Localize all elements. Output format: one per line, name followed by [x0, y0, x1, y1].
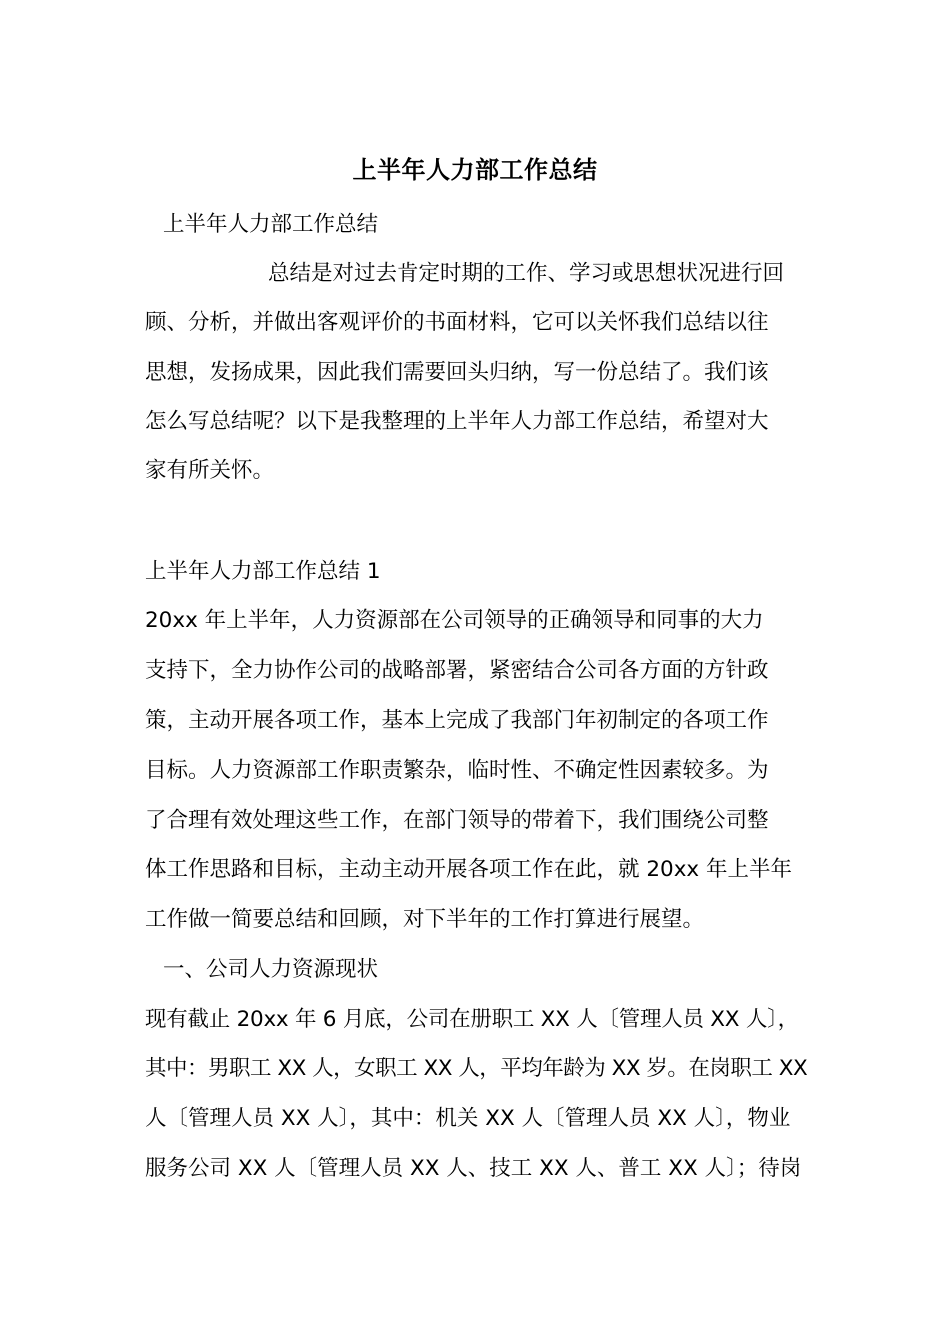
body-line: 目标。人力资源部工作职责繁杂，临时性、不确定性因素较多。为: [145, 758, 769, 783]
body-line: 工作做一简要总结和回顾，对下半年的工作打算进行展望。: [145, 907, 705, 932]
intro-line: 思想，发扬成果，因此我们需要回头归纳，写一份总结了。我们该: [145, 360, 769, 385]
body-line: 策，主动开展各项工作，基本上完成了我部门年初制定的各项工作: [145, 708, 769, 733]
document-subtitle: 上半年人力部工作总结: [163, 212, 379, 237]
document-title: 上半年人力部工作总结: [352, 156, 598, 184]
body-line: 现有截止 20xx 年 6 月底，公司在册职工 XX 人〔管理人员 XX 人〕，: [145, 1007, 799, 1032]
body-line: 了合理有效处理这些工作，在部门领导的带着下，我们围绕公司整: [145, 808, 769, 833]
body-line: 其中：男职工 XX 人，女职工 XX 人，平均年龄为 XX 岁。在岗职工 XX: [145, 1056, 808, 1081]
subheading: 一、公司人力资源现状: [163, 957, 379, 982]
body-line: 体工作思路和目标，主动主动开展各项工作在此，就 20xx 年上半年: [145, 857, 792, 882]
body-line: 20xx 年上半年，人力资源部在公司领导的正确领导和同事的大力: [145, 608, 764, 633]
intro-line: 总结是对过去肯定时期的工作、学习或思想状况进行回: [268, 261, 785, 286]
body-line: 服务公司 XX 人〔管理人员 XX 人、技工 XX 人、普工 XX 人〕；待岗: [145, 1156, 802, 1181]
intro-line: 顾、分析，并做出客观评价的书面材料，它可以关怀我们总结以往: [145, 310, 769, 335]
intro-line: 怎么写总结呢？以下是我整理的上半年人力部工作总结，希望对大: [145, 409, 769, 434]
section-heading: 上半年人力部工作总结 1: [145, 559, 381, 584]
body-line: 人〔管理人员 XX 人〕，其中：机关 XX 人〔管理人员 XX 人〕，物业: [145, 1106, 791, 1131]
body-line: 支持下，全力协作公司的战略部署，紧密结合公司各方面的方针政: [145, 658, 769, 683]
intro-line: 家有所关怀。: [145, 458, 275, 483]
